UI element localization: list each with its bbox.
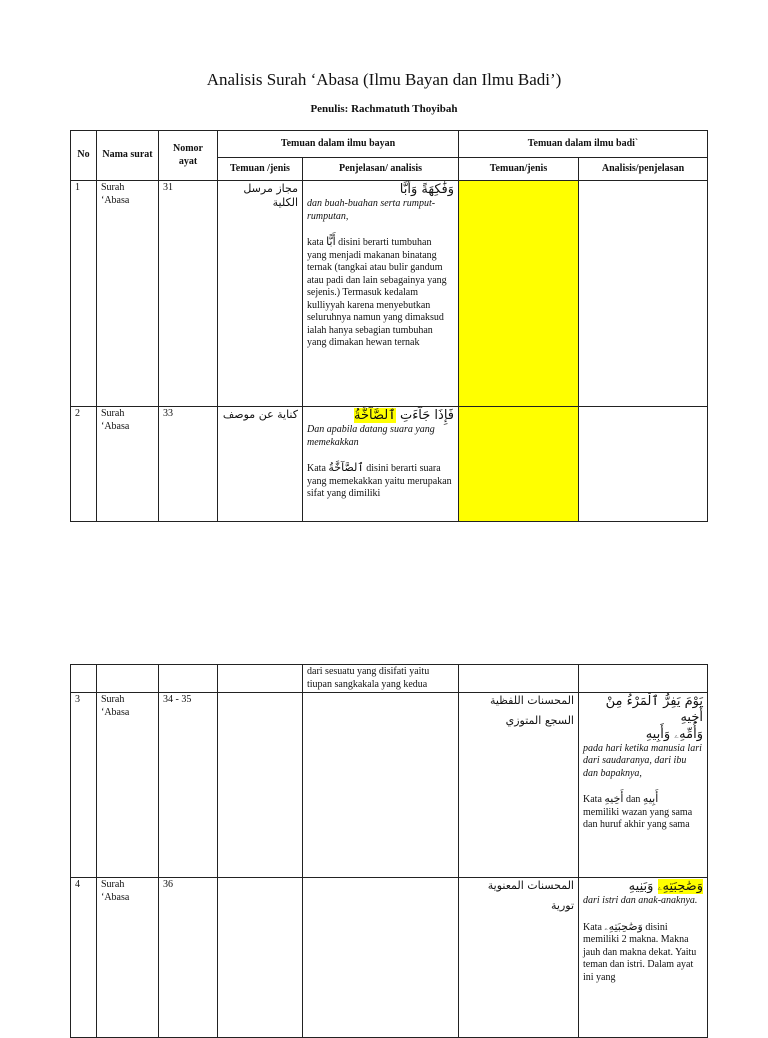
row-penjelasan bbox=[303, 181, 459, 407]
row-penjelasan bbox=[303, 407, 459, 522]
badi-jenis-line1: المحسنات اللفظية bbox=[489, 694, 574, 707]
document-author: Penulis: Rachmatuth Thoyibah bbox=[310, 103, 458, 115]
row-surat: Surah ‘Abasa bbox=[97, 181, 159, 407]
header-bayan: Temuan dalam ilmu bayan bbox=[218, 131, 459, 158]
header-analisis-penjelasan: Analisis/penjelasan bbox=[579, 158, 708, 181]
kata-prefix: kata bbox=[307, 237, 324, 249]
kata-arabic-2: أَبِيهِ bbox=[642, 792, 659, 806]
arabic-verse-line2: وَأُمِّهِۦ وَأَبِيهِ bbox=[645, 726, 703, 742]
table-row bbox=[71, 407, 708, 522]
verse-translation: dari istri dan anak-anaknya. bbox=[583, 895, 698, 907]
kata-line bbox=[583, 792, 703, 807]
kata-line bbox=[307, 461, 454, 476]
kata-prefix: Kata bbox=[307, 463, 326, 475]
header-nomor-ayat: Nomor ayat bbox=[159, 131, 218, 181]
continued-text: dari sesuatu yang disifati yaitu tiupan sangkakala yang kedua bbox=[303, 665, 459, 693]
analysis-text: memiliki 2 makna. Makna jauh dan makna dekat. Yaitu teman dan istri. Dalam ayat ini yang bbox=[583, 934, 697, 983]
row-no: 2 bbox=[71, 407, 97, 522]
row-bayan-jenis: مجاز مرسل الكلية bbox=[218, 181, 303, 407]
kata-suffix: disini berarti suara bbox=[366, 463, 441, 475]
row-bayan-jenis bbox=[218, 693, 303, 878]
arabic-verse-text: وَفَٰكِهَةً وَأَبًّا bbox=[399, 182, 455, 197]
arabic-verse bbox=[307, 408, 454, 424]
arabic-highlight: وَصَٰحِبَتِهِۦ bbox=[657, 879, 703, 894]
header-penjelasan-analisis: Penjelasan/ analisis bbox=[303, 158, 459, 181]
kata-prefix: Kata bbox=[583, 921, 602, 933]
row-badi-analisis bbox=[579, 878, 708, 1038]
row-ayat: 31 bbox=[159, 181, 218, 407]
arabic-highlight: ٱلصَّآخَّةُ bbox=[353, 408, 396, 423]
row-penjelasan bbox=[303, 693, 459, 878]
kata-suffix: disini bbox=[645, 921, 668, 933]
kata-prefix: Kata bbox=[583, 794, 602, 806]
kata-suffix: disini berarti tumbuhan bbox=[338, 237, 432, 249]
header-no: No bbox=[71, 131, 97, 181]
row-no: 4 bbox=[71, 878, 97, 1038]
row-ayat: 33 bbox=[159, 407, 218, 522]
row-no: 1 bbox=[71, 181, 97, 407]
document-title: Analisis Surah ‘Abasa (Ilmu Bayan dan Ilmu Badi’) bbox=[206, 70, 562, 89]
badi-jenis-line1: المحسنات المعنوية bbox=[487, 879, 574, 892]
table-row bbox=[71, 878, 708, 1038]
row-surat: Surah ‘Abasa bbox=[97, 693, 159, 878]
kata-arabic: ٱلصَّآخَّةُ bbox=[328, 461, 364, 475]
arabic-rest: وَبَنِيهِ bbox=[628, 879, 654, 894]
header-temuan-jenis-badi: Temuan/jenis bbox=[459, 158, 579, 181]
row-badi-jenis bbox=[459, 693, 579, 878]
row-no: 3 bbox=[71, 693, 97, 878]
analysis-table-page2 bbox=[70, 664, 708, 1038]
row-ayat: 34 - 35 bbox=[159, 693, 218, 878]
arabic-verse bbox=[307, 182, 454, 198]
row-badi-analisis bbox=[579, 407, 708, 522]
analysis-text: memiliki wazan yang sama dan huruf akhir yang sama bbox=[583, 806, 693, 831]
kata-arabic-1: أَخِيهِ bbox=[604, 792, 624, 806]
arabic-verse-line1: يَوْمَ يَفِرُّ ٱلْمَرْءُ مِنْ أَخِيهِ bbox=[605, 694, 703, 726]
table-row bbox=[71, 693, 708, 878]
row-penjelasan bbox=[303, 878, 459, 1038]
kata-line bbox=[307, 235, 454, 250]
row-badi-jenis bbox=[459, 181, 579, 407]
badi-jenis-line2: السجع المتوزي bbox=[505, 713, 574, 727]
header-nama-surat: Nama surat bbox=[97, 131, 159, 181]
analysis-text: yang memekakkan yaitu merupakan sifat yang dimiliki bbox=[307, 475, 452, 500]
table-row bbox=[71, 181, 708, 407]
header-badi: Temuan dalam ilmu badi` bbox=[459, 131, 708, 158]
verse-translation: dan buah-buahan serta rumput-rumputan, bbox=[307, 198, 436, 222]
row-bayan-jenis: كناية عن موصف bbox=[218, 407, 303, 522]
row-bayan-jenis bbox=[218, 878, 303, 1038]
analysis-text: yang menjadi makanan binatang ternak (tangkai atau bulir gandum atau padi dan lain sebagainya yang sejenis.) Termasuk kedalam kulliyyah karena menyebutkan seluruhnya namun yang dimaksud ialah hanya sebagian tumbuhan yang dimakan hewan ternak bbox=[307, 249, 447, 349]
kata-arabic: وَصَٰحِبَتِهِۦ bbox=[604, 919, 643, 933]
row-ayat: 36 bbox=[159, 878, 218, 1038]
table-row-continued bbox=[71, 665, 708, 693]
arabic-verse bbox=[583, 879, 703, 895]
badi-jenis-line2: تورية bbox=[550, 898, 574, 912]
row-badi-jenis bbox=[459, 878, 579, 1038]
arabic-verse-text: فَإِذَا جَآءَتِ bbox=[399, 408, 455, 423]
kata-mid: dan bbox=[625, 794, 641, 806]
header-temuan-jenis-bayan: Temuan /jenis bbox=[218, 158, 303, 181]
kata-line bbox=[583, 920, 703, 935]
row-surat: Surah ‘Abasa bbox=[97, 407, 159, 522]
row-badi-analisis bbox=[579, 693, 708, 878]
verse-translation: pada hari ketika manusia lari dari saudaranya, dari ibu dan bapaknya, bbox=[583, 742, 702, 779]
row-surat: Surah ‘Abasa bbox=[97, 878, 159, 1038]
kata-arabic: أَبًّا bbox=[326, 235, 336, 249]
row-badi-analisis bbox=[579, 181, 708, 407]
row-badi-jenis bbox=[459, 407, 579, 522]
analysis-table-page1 bbox=[70, 130, 708, 522]
verse-translation: Dan apabila datang suara yang memekakkan bbox=[307, 424, 435, 448]
